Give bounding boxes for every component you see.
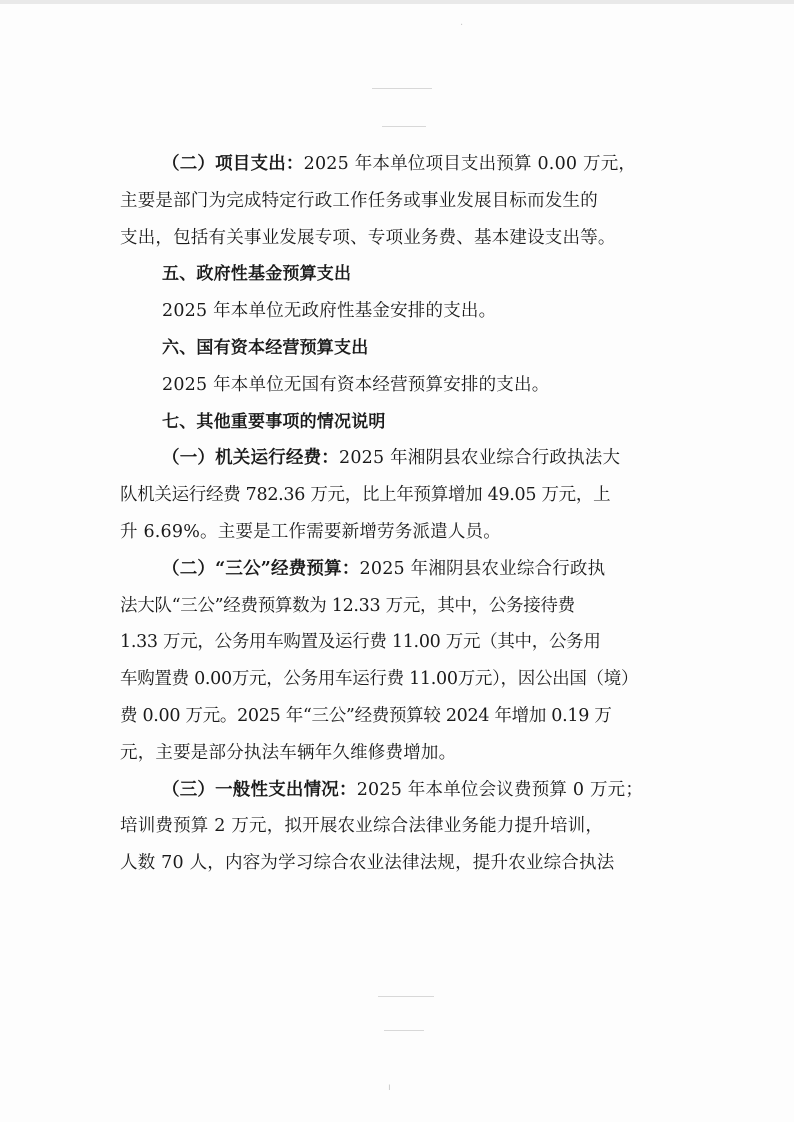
paragraph-lead: （一）机关运行经费： — [162, 448, 339, 469]
bleed-through-mark — [384, 1030, 424, 1031]
document-body — [120, 146, 688, 882]
bleed-through-mark — [378, 996, 434, 997]
paragraph-line: 2025 年本单位无国有资本经营预算安排的支出。 — [162, 374, 550, 395]
paragraph-text: 2025 年本单位会议费预算 0 万元； — [356, 779, 644, 800]
paragraph-line: 元，主要是部分执法车辆年久维修费增加。 — [120, 742, 457, 763]
section-heading-6: 六、国有资本经营预算支出 — [162, 337, 369, 358]
paragraph-line — [120, 772, 688, 809]
paragraph-line — [120, 440, 688, 477]
paragraph-line: 车购置费 0.00万元，公务用车运行费 11.00万元），因公出国（境） — [120, 669, 639, 690]
paragraph-line: 支出，包括有关事业发展专项、专项业务费、基本建设支出等。 — [120, 227, 616, 248]
paragraph-line — [120, 551, 688, 588]
paragraph-lead: （二）项目支出： — [162, 154, 304, 174]
paragraph-line: 培训费预算 2 万元，拟开展农业综合法律业务能力提升培训， — [120, 816, 604, 837]
paragraph-line: 队机关运行经费 782.36 万元，比上年预算增加 49.05 万元，上 — [120, 485, 611, 506]
bleed-through-mark — [372, 88, 432, 89]
paragraph-line: 2025 年本单位无政府性基金安排的支出。 — [162, 301, 497, 322]
paragraph-line — [120, 146, 688, 183]
paragraph-line: 主要是部门为完成特定行政工作任务或事业发展目标而发生的 — [120, 190, 598, 211]
paragraph-text: 2025 年本单位项目支出预算 0.00 万元， — [303, 154, 637, 174]
paragraph-lead: （二）“三公”经费预算： — [162, 558, 360, 579]
paragraph-line: 升 6.69%。主要是工作需要新增劳务派遣人员。 — [120, 521, 501, 542]
bleed-through-mark — [382, 126, 426, 127]
scan-edge — [0, 0, 794, 4]
scan-speck: · — [460, 20, 464, 31]
section-heading-7: 七、其他重要事项的情况说明 — [162, 411, 386, 432]
paragraph-text: 2025 年湘阴县农业综合行政执法大 — [339, 448, 621, 469]
paragraph-text: 2025 年湘阴县农业综合行政执 — [359, 558, 606, 579]
paragraph-line: 法大队“三公”经费预算数为 12.33 万元，其中，公务接待费 — [120, 595, 575, 616]
paragraph-line: 人数 70 人，内容为学习综合农业法律法规，提升农业综合执法 — [120, 853, 615, 874]
section-heading-5: 五、政府性基金预算支出 — [162, 264, 352, 285]
scan-speck: ı — [388, 1082, 391, 1093]
paragraph-lead: （三）一般性支出情况： — [162, 779, 357, 800]
paragraph-line: 费 0.00 万元。2025 年“三公”经费预算较 2024 年增加 0.19 万 — [120, 705, 612, 726]
paragraph-line: 1.33 万元，公务用车购置及运行费 11.00 万元（其中，公务用 — [120, 632, 601, 653]
